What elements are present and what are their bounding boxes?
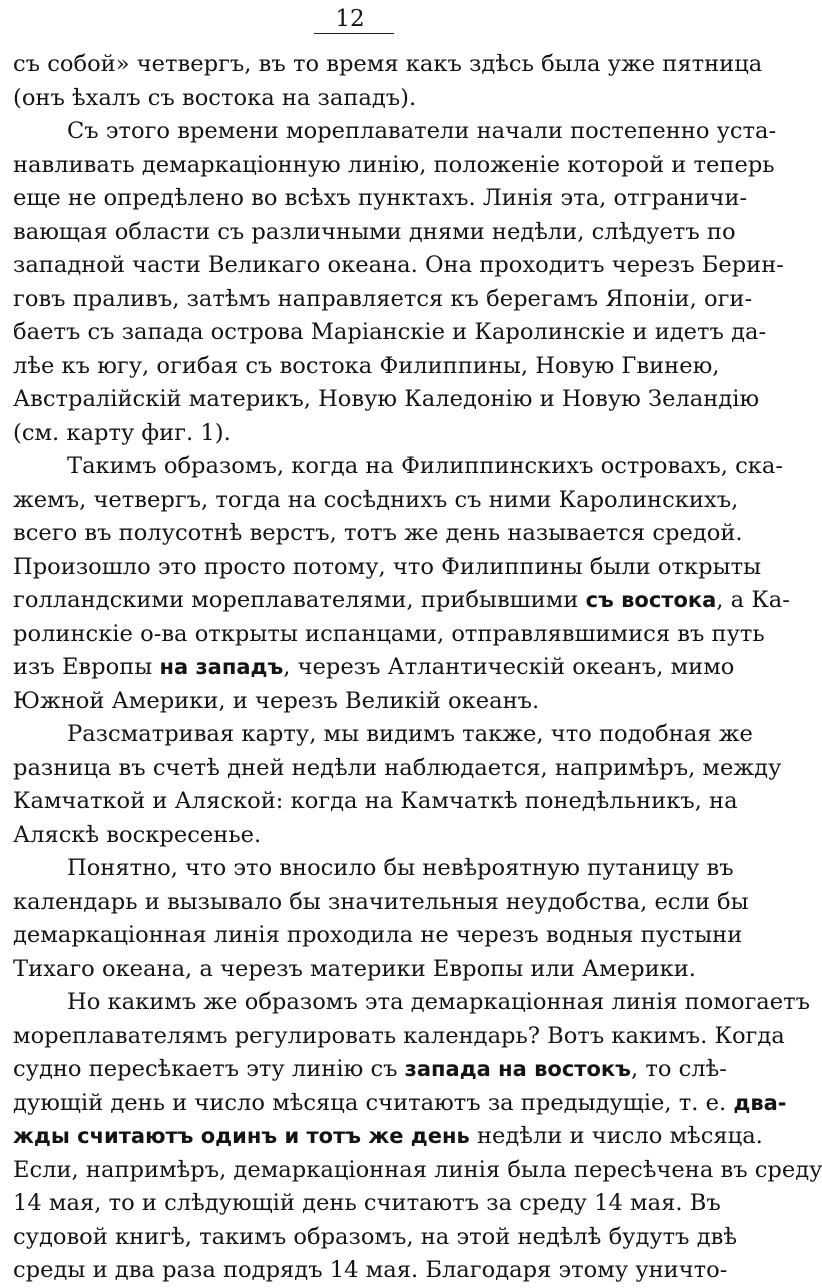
text-segment: жемъ, четвергъ, тогда на сосѣднихъ съ ними Каролинскихъ, [13, 486, 739, 513]
text-line [13, 584, 790, 618]
text-line: баетъ съ запада острова Маріанскіе и Каролинскіе и идетъ да- [13, 319, 767, 345]
text-line [13, 1120, 763, 1154]
text-segment: мореплавателямъ регулировать календарь? Вотъ какимъ. Когда [13, 1022, 785, 1049]
page-number: 12 [335, 6, 365, 32]
text-segment: Произошло это просто потому, что Филиппины были открыты [13, 553, 762, 580]
text-segment: Но какимъ же образомъ эта демаркаціонная линія помогаетъ [67, 989, 811, 1015]
text-line: еще не опредѣлено во всѣхъ пунктахъ. Линія эта, отграничи- [13, 185, 748, 211]
emphasized-text: запада на востокъ [404, 1057, 631, 1081]
page-number-rule [314, 33, 394, 34]
text-line: Разсматривая карту, мы видимъ также, что подобная же [67, 721, 753, 747]
paragraph [13, 852, 749, 986]
emphasized-text: жды считаютъ одинъ и тотъ же день [13, 1124, 470, 1148]
text-line: Съ этого времени мореплаватели начали постепенно уста- [67, 118, 777, 144]
text-line: говъ праливъ, затѣмъ направляется къ берегамъ Японіи, оги- [13, 285, 753, 312]
paragraph [13, 48, 763, 115]
text-line [13, 651, 735, 685]
text-segment: изъ Европы [13, 654, 160, 680]
text-line: календарь и вызывало бы значительныя неудобства, если бы [13, 888, 749, 915]
text-segment: Южной Америки, и черезъ Великій океанъ. [13, 687, 540, 714]
text-line: (онъ ѣхалъ съ востока на западъ). [13, 84, 417, 111]
paragraph [13, 450, 790, 718]
text-line [13, 1254, 728, 1288]
text-line: западной части Великаго океана. Она проходитъ черезъ Берин- [13, 252, 784, 278]
text-segment: голландскими мореплавателями, прибывшими [13, 587, 586, 613]
text-line: навливать демаркаціонную линію, положеніе которой и теперь [13, 151, 775, 178]
text-line: Аляскѣ воскресенье. [13, 821, 262, 848]
text-line: (см. карту фиг. 1). [13, 419, 231, 446]
paragraph [13, 986, 822, 1288]
body-text [13, 48, 822, 1288]
text-line [13, 685, 689, 719]
text-segment: судовой книгѣ, такимъ образомъ, на этой недѣлѣ будутъ двѣ [13, 1223, 737, 1250]
text-segment: всего въ полусотнѣ верстъ, тотъ же день называется средой. [13, 520, 743, 546]
text-line: лѣе къ югу, огибая съ востока Филиппины, Новую Гвинею, [13, 352, 720, 379]
text-segment: ролинскіе о-ва открыты испанцами, отправлявшимися въ путь [13, 620, 765, 647]
text-segment: судно пересѣкаетъ эту линію съ [13, 1056, 405, 1082]
text-line [13, 484, 739, 518]
text-line: съ собой» четвергъ, въ то время какъ здѣсь была уже пятница [13, 51, 763, 77]
text-segment: , то слѣ- [630, 1056, 727, 1082]
text-line [13, 1221, 737, 1255]
paragraph [13, 718, 782, 852]
text-segment: , а Ка- [716, 587, 790, 613]
paragraph [13, 115, 784, 450]
emphasized-text: на западъ [159, 655, 284, 679]
text-line [13, 1053, 727, 1087]
text-segment: Такимъ образомъ, когда на Филиппинскихъ островахъ, ска- [67, 453, 784, 479]
text-line: Понятно, что это вносило бы невѣроятную путаницу въ [67, 855, 734, 881]
text-line: Австралійскій материкъ, Новую Каледонію и Новую Зеландію [13, 386, 760, 412]
text-line: Тихаго океана, а черезъ материки Европы или Америки. [13, 955, 696, 982]
text-line [13, 450, 784, 484]
text-line [13, 1087, 787, 1121]
text-line [13, 1187, 721, 1221]
emphasized-text: два- [733, 1090, 787, 1115]
emphasized-text: съ востока [585, 588, 717, 612]
text-segment: среды и два раза подрядъ 14 мая. Благодаря этому уничто- [13, 1257, 728, 1283]
text-segment: дующій день и число мѣсяца считаютъ за предыдущіе, т. е. [13, 1089, 734, 1116]
text-segment: недѣли и число мѣсяца. [469, 1123, 763, 1149]
text-line [13, 551, 762, 585]
text-segment: Если, напримѣръ, демаркаціонная линія была пересѣчена въ среду [13, 1156, 822, 1183]
text-segment: , черезъ Атлантическій океанъ, мимо [283, 654, 735, 680]
text-segment: 14 мая, то и слѣдующій день считаютъ за среду 14 мая. Въ [13, 1190, 721, 1216]
text-line [13, 1020, 785, 1054]
text-line [13, 1154, 822, 1188]
text-line: демаркаціонная линія проходила не черезъ водныя пустыни [13, 922, 743, 948]
text-line: Камчаткой и Аляской: когда на Камчаткѣ понедѣльникъ, на [13, 788, 738, 814]
text-line [13, 986, 811, 1020]
text-line: разница въ счетѣ дней недѣли наблюдается, напримѣръ, между [13, 754, 782, 781]
text-line [13, 517, 743, 551]
text-line: вающая области съ различными днями недѣли, слѣдуетъ по [13, 218, 736, 245]
text-line [13, 618, 765, 652]
